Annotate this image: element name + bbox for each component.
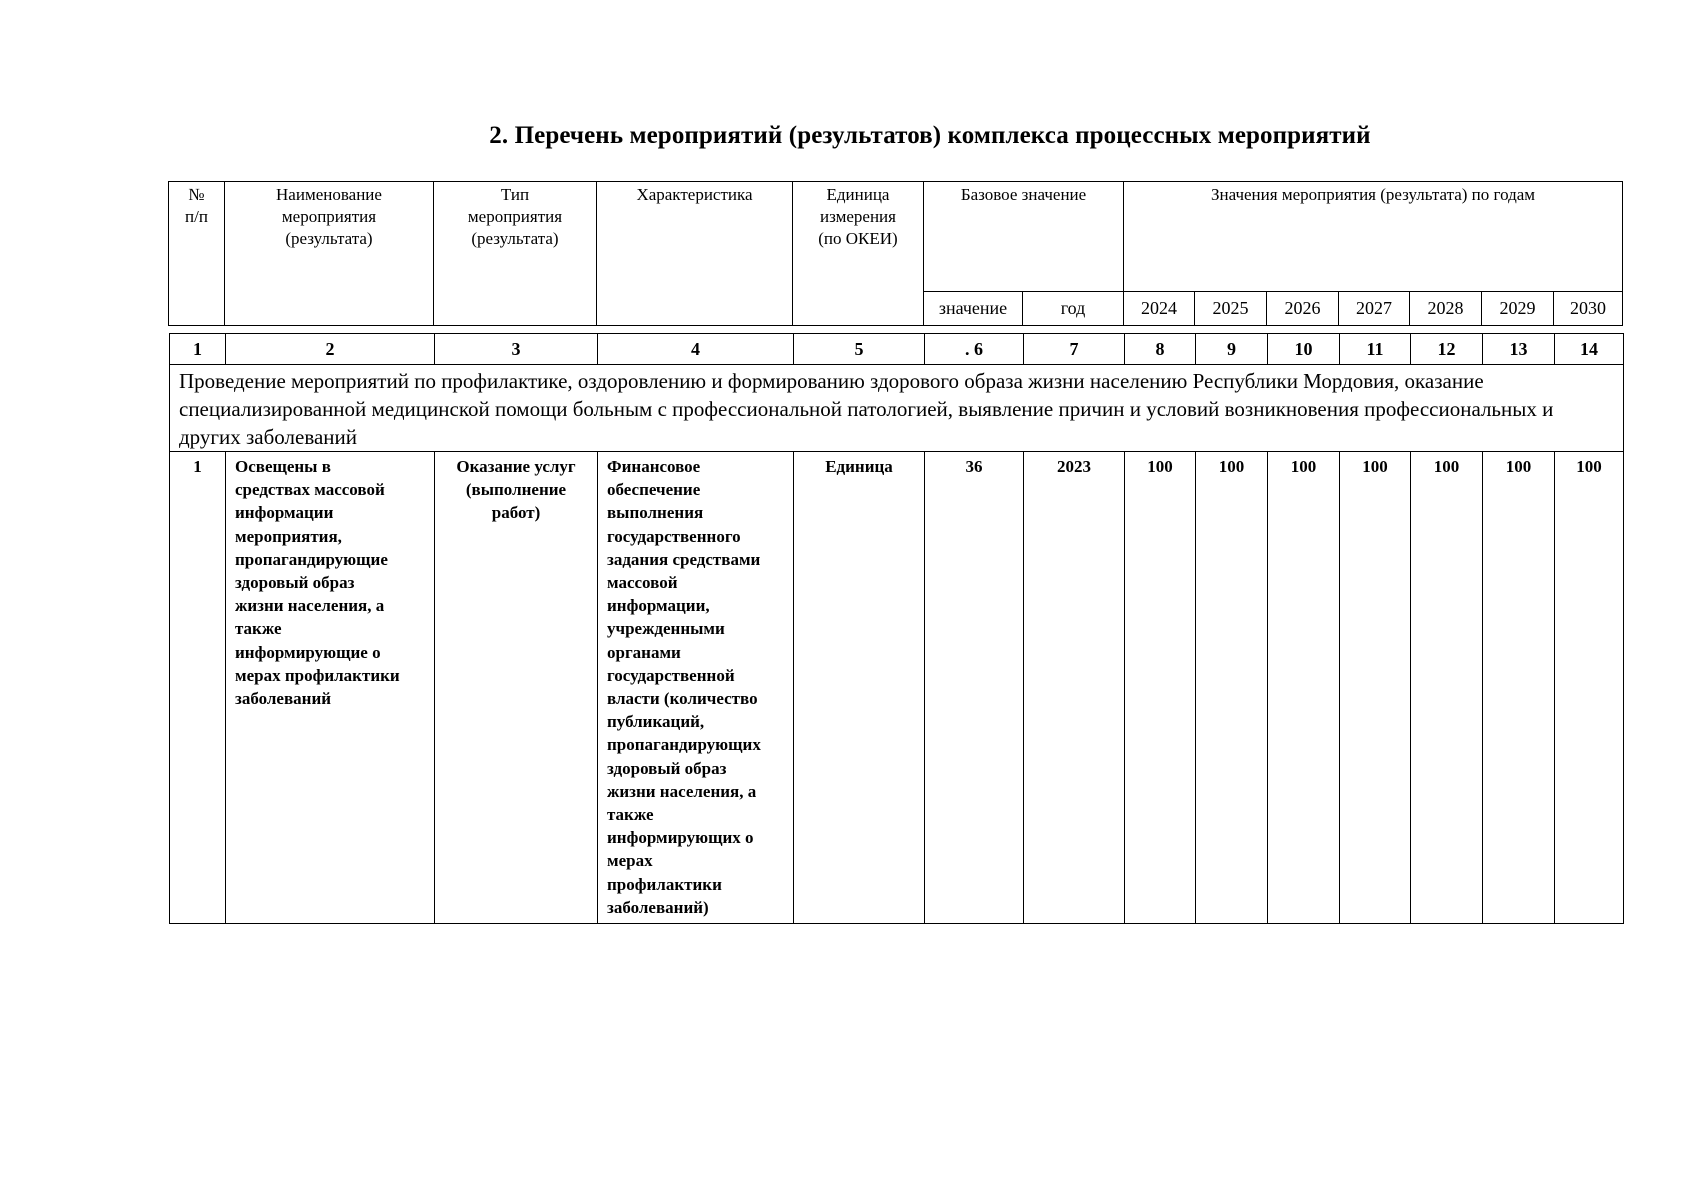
- row-year-value: 100: [1483, 452, 1555, 924]
- row-year-value: 100: [1411, 452, 1483, 924]
- header-name: Наименование мероприятия (результата): [225, 182, 434, 326]
- header-unit: Единица измерения (по ОКЕИ): [793, 182, 924, 326]
- header-year: 2027: [1339, 292, 1410, 326]
- row-year-value: 100: [1268, 452, 1340, 924]
- header-values-by-year: Значения мероприятия (результата) по годам: [1124, 182, 1623, 292]
- header-year: 2025: [1195, 292, 1267, 326]
- column-number: 14: [1555, 334, 1624, 365]
- row-base-value: 36: [925, 452, 1024, 924]
- row-name: Освещены в средствах массовой информации мероприятия, пропагандирующие здоровый образ жизни населения, а также информирующие о мерах профилактики заболеваний: [226, 452, 435, 924]
- header-type: Тип мероприятия (результата): [434, 182, 597, 326]
- row-characteristic: Финансовое обеспечение выполнения государственного задания средствами массовой информации, учрежденными органами государственной власти (количество публикаций, пропагандирующих здоровый образ жизни населения, а также информирующих о мерах профилактики заболеваний): [598, 452, 794, 924]
- row-year-value: 100: [1125, 452, 1196, 924]
- header-base-year: год: [1023, 292, 1124, 326]
- header-year: 2026: [1267, 292, 1339, 326]
- table-row: [170, 452, 1624, 924]
- row-year-value: 100: [1196, 452, 1268, 924]
- row-base-year: 2023: [1024, 452, 1125, 924]
- column-number: 3: [435, 334, 598, 365]
- header-year: 2029: [1482, 292, 1554, 326]
- column-number: 2: [226, 334, 435, 365]
- header-year: 2030: [1554, 292, 1623, 326]
- header-base-value: значение: [924, 292, 1023, 326]
- column-number: 12: [1411, 334, 1483, 365]
- column-number-row: [170, 334, 1624, 365]
- header-number: № п/п: [169, 182, 225, 326]
- column-number: 10: [1268, 334, 1340, 365]
- column-number: 1: [170, 334, 226, 365]
- section-row: [170, 365, 1624, 452]
- column-number: 11: [1340, 334, 1411, 365]
- column-number: 7: [1024, 334, 1125, 365]
- column-number: 13: [1483, 334, 1555, 365]
- header-characteristic: Характеристика: [597, 182, 793, 326]
- header-table: [168, 181, 1623, 326]
- column-number: . 6: [925, 334, 1024, 365]
- main-table: [169, 333, 1624, 924]
- document-title: 2. Перечень мероприятий (результатов) комплекса процессных мероприятий: [489, 122, 1371, 149]
- row-number: 1: [170, 452, 226, 924]
- row-year-value: 100: [1555, 452, 1624, 924]
- column-number: 4: [598, 334, 794, 365]
- section-title: Проведение мероприятий по профилактике, оздоровлению и формированию здорового образа жизни населению Республики Мордовия, оказание специализированной медицинской помощи больным с профессиональной патологией, выявление причин и условий возникновения профессиональных и других заболеваний: [170, 365, 1624, 452]
- row-unit: Единица: [794, 452, 925, 924]
- header-year: 2024: [1124, 292, 1195, 326]
- row-year-value: 100: [1340, 452, 1411, 924]
- column-number: 8: [1125, 334, 1196, 365]
- column-number: 9: [1196, 334, 1268, 365]
- column-number: 5: [794, 334, 925, 365]
- header-base: Базовое значение: [924, 182, 1124, 292]
- header-year: 2028: [1410, 292, 1482, 326]
- row-type: Оказание услуг (выполнение работ): [435, 452, 598, 924]
